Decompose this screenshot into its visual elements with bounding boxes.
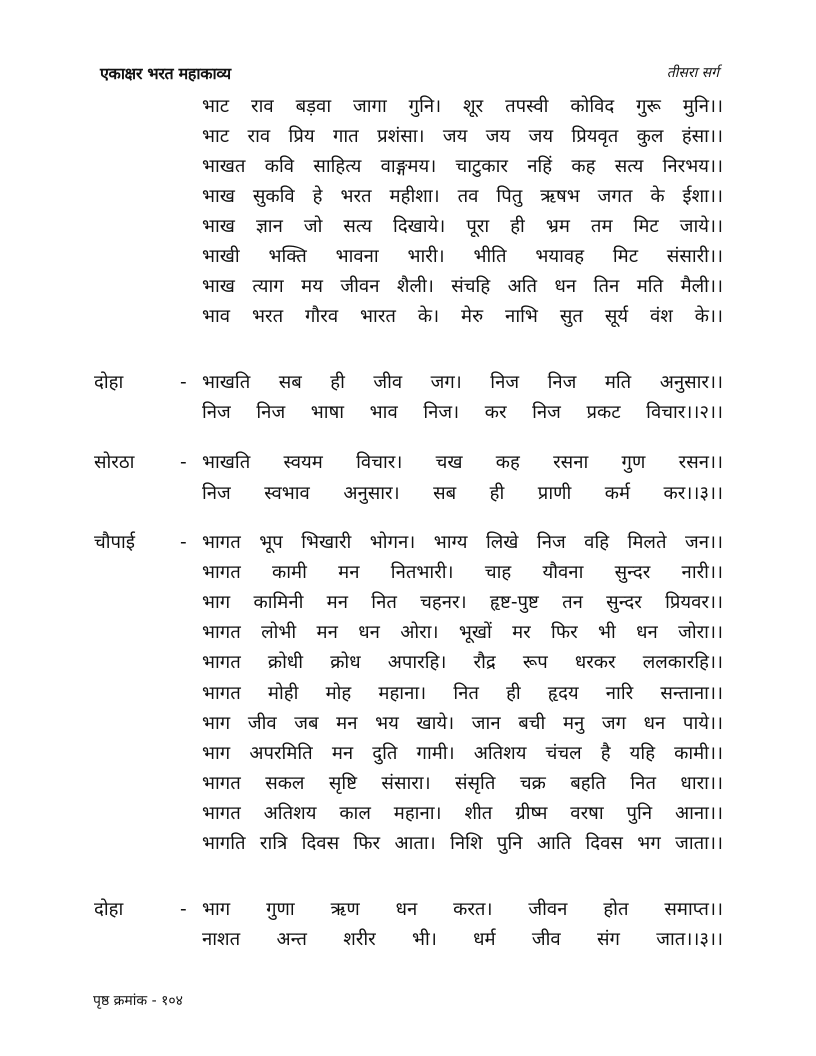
verse-line: निज स्वभाव अनुसार। सब ही प्राणी कर्म कर।।३।। xyxy=(202,483,723,504)
verse-line: भागत सकल सृष्टि संसारा। संसृति चक्र बहति नित धारा।। xyxy=(202,773,723,794)
stanza-dash: - xyxy=(180,452,187,473)
verse-line: भाग कामिनी मन नित चहनर। हृष्ट-पुष्ट तन सुन्दर प्रियवर।। xyxy=(202,592,723,613)
verse-line: भाख त्याग मय जीवन शैली। संचहि अति धन तिन मति मैली।। xyxy=(202,276,723,297)
verse-line: भाखति सब ही जीव जग। निज निज मति अनुसार।। xyxy=(202,372,723,393)
verse-line: भागत भूप भिखारी भोगन। भाग्य लिखे निज वहि मिलते जन।। xyxy=(202,532,723,553)
verse-line: भागति रात्रि दिवस फिर आता। निशि पुनि आति दिवस भग जाता।। xyxy=(202,833,723,854)
verse-line: भाट राव प्रिय गात प्रशंसा। जय जय जय प्रियवृत कुल हंसा।। xyxy=(202,126,723,147)
verse-line: भागत अतिशय काल महाना। शीत ग्रीष्म वरषा पुनि आना।। xyxy=(202,803,723,824)
chapter-title: तीसरा सर्ग xyxy=(666,65,719,81)
verse-line: भागत लोभी मन धन ओरा। भूखों मर फिर भी धन जोरा।। xyxy=(202,622,723,643)
verse-line: भाव भरत गौरव भारत के। मेरु नाभि सुत सूर्य वंश के।। xyxy=(202,306,723,327)
verse-line: भाखी भक्ति भावना भारी। भीति भयावह मिट संसारी।। xyxy=(202,246,723,267)
stanza-label: दोहा xyxy=(94,899,124,920)
verse-line: भाग गुणा ऋण धन करत। जीवन होत समाप्त।। xyxy=(202,899,723,920)
verse-line: भागत मोही मोह महाना। नित ही हृदय नारि सन्ताना।। xyxy=(202,683,723,704)
page-number: पृष्ठ क्रमांक - १०४ xyxy=(93,993,183,1009)
verse-line: भाख ज्ञान जो सत्य दिखाये। पूरा ही भ्रम तम मिट जाये।। xyxy=(202,216,723,237)
verse-line: भाख सुकवि हे भरत महीशा। तव पितु ऋषभ जगत के ईशा।। xyxy=(202,186,723,207)
book-title: एकाक्षर भरत महाकाव्य xyxy=(100,64,231,83)
verse-line: भाग अपरमिति मन दुति गामी। अतिशय चंचल है यहि कामी।। xyxy=(202,743,723,764)
stanza-label: चौपाई xyxy=(94,532,135,553)
stanza-dash: - xyxy=(180,899,187,920)
stanza-dash: - xyxy=(180,532,187,553)
verse-line: भाट राव बड़वा जागा गुनि। शूर तपस्वी कोविद गुरू मुनि।। xyxy=(202,96,723,117)
verse-line: भाखति स्वयम विचार। चख कह रसना गुण रसन।। xyxy=(202,452,723,473)
verse-line: भागत क्रोधी क्रोध अपारहि। रौद्र रूप धरकर ललकारहि।। xyxy=(202,652,723,673)
verse-line: नाशत अन्त शरीर भी। धर्म जीव संग जात।।३।। xyxy=(202,929,723,950)
verse-line: भाखत कवि साहित्य वाङ्गमय। चाटुकार नहिं कह सत्य निरभय।। xyxy=(202,156,723,177)
verse-line: निज निज भाषा भाव निज। कर निज प्रकट विचार।।२।। xyxy=(202,402,723,423)
stanza-dash: - xyxy=(180,372,187,393)
stanza-label: दोहा xyxy=(94,372,124,393)
stanza-label: सोरठा xyxy=(94,452,135,473)
verse-line: भागत कामी मन नितभारी। चाह यौवना सुन्दर नारी।। xyxy=(202,562,723,583)
verse-line: भाग जीव जब मन भय खाये। जान बची मनु जग धन पाये।। xyxy=(202,713,723,734)
